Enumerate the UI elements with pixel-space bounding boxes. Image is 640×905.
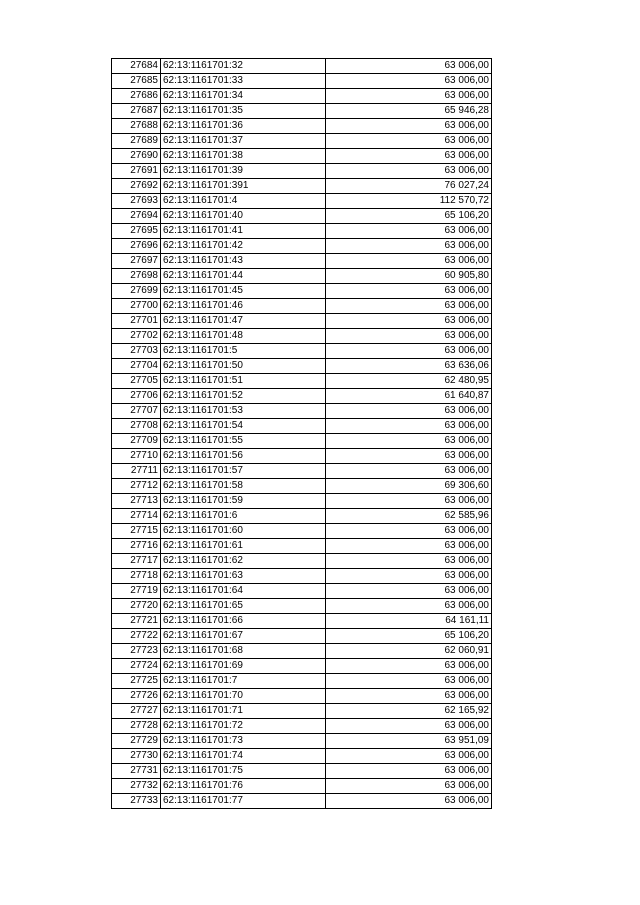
row-number-cell: 27698 (112, 269, 161, 284)
table-row (112, 149, 492, 164)
cadastral-number-cell: 62:13:1161701:45 (161, 284, 326, 299)
table-row (112, 629, 492, 644)
table-row (112, 434, 492, 449)
cadastral-number-cell: 62:13:1161701:6 (161, 509, 326, 524)
table-row (112, 74, 492, 89)
value-cell: 62 165,92 (326, 704, 492, 719)
table-row (112, 599, 492, 614)
cadastral-number-cell: 62:13:1161701:65 (161, 599, 326, 614)
value-cell: 63 006,00 (326, 299, 492, 314)
table-row (112, 584, 492, 599)
value-cell: 63 951,09 (326, 734, 492, 749)
table-row (112, 209, 492, 224)
row-number-cell: 27703 (112, 344, 161, 359)
table-row (112, 494, 492, 509)
value-cell: 62 480,95 (326, 374, 492, 389)
row-number-cell: 27711 (112, 464, 161, 479)
cadastral-number-cell: 62:13:1161701:61 (161, 539, 326, 554)
value-cell: 63 006,00 (326, 149, 492, 164)
cadastral-number-cell: 62:13:1161701:59 (161, 494, 326, 509)
table-row (112, 749, 492, 764)
row-number-cell: 27715 (112, 524, 161, 539)
table-row (112, 719, 492, 734)
value-cell: 63 006,00 (326, 404, 492, 419)
row-number-cell: 27701 (112, 314, 161, 329)
row-number-cell: 27733 (112, 794, 161, 809)
cadastral-number-cell: 62:13:1161701:38 (161, 149, 326, 164)
value-cell: 63 006,00 (326, 464, 492, 479)
value-cell: 63 006,00 (326, 59, 492, 74)
row-number-cell: 27719 (112, 584, 161, 599)
value-cell: 69 306,60 (326, 479, 492, 494)
cadastral-number-cell: 62:13:1161701:40 (161, 209, 326, 224)
table-row (112, 674, 492, 689)
cadastral-number-cell: 62:13:1161701:34 (161, 89, 326, 104)
table-row (112, 614, 492, 629)
value-cell: 63 006,00 (326, 164, 492, 179)
value-cell: 63 006,00 (326, 599, 492, 614)
value-cell: 63 006,00 (326, 224, 492, 239)
table-row (112, 734, 492, 749)
table-row (112, 254, 492, 269)
value-cell: 63 006,00 (326, 794, 492, 809)
row-number-cell: 27689 (112, 134, 161, 149)
cadastral-number-cell: 62:13:1161701:70 (161, 689, 326, 704)
value-cell: 63 006,00 (326, 554, 492, 569)
cadastral-number-cell: 62:13:1161701:69 (161, 659, 326, 674)
row-number-cell: 27706 (112, 389, 161, 404)
cadastral-number-cell: 62:13:1161701:72 (161, 719, 326, 734)
table-row (112, 164, 492, 179)
cadastral-number-cell: 62:13:1161701:32 (161, 59, 326, 74)
row-number-cell: 27723 (112, 644, 161, 659)
row-number-cell: 27696 (112, 239, 161, 254)
cadastral-number-cell: 62:13:1161701:43 (161, 254, 326, 269)
table-row (112, 284, 492, 299)
row-number-cell: 27718 (112, 569, 161, 584)
value-cell: 60 905,80 (326, 269, 492, 284)
row-number-cell: 27730 (112, 749, 161, 764)
value-cell: 63 006,00 (326, 584, 492, 599)
cadastral-number-cell: 62:13:1161701:56 (161, 449, 326, 464)
table-row (112, 224, 492, 239)
row-number-cell: 27697 (112, 254, 161, 269)
row-number-cell: 27731 (112, 764, 161, 779)
row-number-cell: 27724 (112, 659, 161, 674)
cadastral-number-cell: 62:13:1161701:48 (161, 329, 326, 344)
row-number-cell: 27720 (112, 599, 161, 614)
cadastral-number-cell: 62:13:1161701:62 (161, 554, 326, 569)
table-row (112, 299, 492, 314)
cadastral-number-cell: 62:13:1161701:73 (161, 734, 326, 749)
value-cell: 64 161,11 (326, 614, 492, 629)
table-row (112, 464, 492, 479)
cadastral-number-cell: 62:13:1161701:54 (161, 419, 326, 434)
table-row (112, 119, 492, 134)
value-cell: 62 060,91 (326, 644, 492, 659)
table-row (112, 404, 492, 419)
table-row (112, 419, 492, 434)
value-cell: 63 006,00 (326, 689, 492, 704)
table-row (112, 314, 492, 329)
cadastral-number-cell: 62:13:1161701:5 (161, 344, 326, 359)
table-row (112, 524, 492, 539)
table-row (112, 134, 492, 149)
value-cell: 63 006,00 (326, 449, 492, 464)
row-number-cell: 27690 (112, 149, 161, 164)
table-row (112, 509, 492, 524)
table-row (112, 569, 492, 584)
table-row (112, 449, 492, 464)
table-row (112, 539, 492, 554)
value-cell: 63 006,00 (326, 119, 492, 134)
value-cell: 63 006,00 (326, 239, 492, 254)
row-number-cell: 27705 (112, 374, 161, 389)
table-row (112, 389, 492, 404)
value-cell: 63 006,00 (326, 89, 492, 104)
table-row (112, 239, 492, 254)
value-cell: 63 636,06 (326, 359, 492, 374)
value-cell: 63 006,00 (326, 314, 492, 329)
value-cell: 63 006,00 (326, 434, 492, 449)
cadastral-value-table (111, 58, 492, 809)
table-row (112, 359, 492, 374)
value-cell: 63 006,00 (326, 659, 492, 674)
table-row (112, 104, 492, 119)
cadastral-number-cell: 62:13:1161701:76 (161, 779, 326, 794)
cadastral-number-cell: 62:13:1161701:33 (161, 74, 326, 89)
row-number-cell: 27721 (112, 614, 161, 629)
value-cell: 63 006,00 (326, 419, 492, 434)
cadastral-number-cell: 62:13:1161701:57 (161, 464, 326, 479)
value-cell: 63 006,00 (326, 494, 492, 509)
table-row (112, 479, 492, 494)
row-number-cell: 27712 (112, 479, 161, 494)
row-number-cell: 27691 (112, 164, 161, 179)
cadastral-number-cell: 62:13:1161701:67 (161, 629, 326, 644)
row-number-cell: 27710 (112, 449, 161, 464)
cadastral-number-cell: 62:13:1161701:58 (161, 479, 326, 494)
row-number-cell: 27686 (112, 89, 161, 104)
row-number-cell: 27728 (112, 719, 161, 734)
cadastral-number-cell: 62:13:1161701:52 (161, 389, 326, 404)
cadastral-number-cell: 62:13:1161701:50 (161, 359, 326, 374)
table-row (112, 59, 492, 74)
row-number-cell: 27694 (112, 209, 161, 224)
row-number-cell: 27726 (112, 689, 161, 704)
table-row (112, 554, 492, 569)
cadastral-number-cell: 62:13:1161701:46 (161, 299, 326, 314)
value-cell: 62 585,96 (326, 509, 492, 524)
value-cell: 63 006,00 (326, 719, 492, 734)
table-row (112, 644, 492, 659)
table-body (112, 59, 492, 809)
row-number-cell: 27699 (112, 284, 161, 299)
cadastral-number-cell: 62:13:1161701:77 (161, 794, 326, 809)
table-row (112, 89, 492, 104)
value-cell: 65 946,28 (326, 104, 492, 119)
value-cell: 63 006,00 (326, 74, 492, 89)
cadastral-number-cell: 62:13:1161701:53 (161, 404, 326, 419)
cadastral-number-cell: 62:13:1161701:41 (161, 224, 326, 239)
cadastral-number-cell: 62:13:1161701:71 (161, 704, 326, 719)
table-row (112, 179, 492, 194)
row-number-cell: 27708 (112, 419, 161, 434)
cadastral-number-cell: 62:13:1161701:74 (161, 749, 326, 764)
value-cell: 63 006,00 (326, 254, 492, 269)
cadastral-number-cell: 62:13:1161701:37 (161, 134, 326, 149)
row-number-cell: 27716 (112, 539, 161, 554)
table-row (112, 659, 492, 674)
row-number-cell: 27714 (112, 509, 161, 524)
row-number-cell: 27713 (112, 494, 161, 509)
cadastral-number-cell: 62:13:1161701:44 (161, 269, 326, 284)
row-number-cell: 27692 (112, 179, 161, 194)
table-row (112, 779, 492, 794)
row-number-cell: 27725 (112, 674, 161, 689)
cadastral-number-cell: 62:13:1161701:75 (161, 764, 326, 779)
table-row (112, 689, 492, 704)
value-cell: 63 006,00 (326, 284, 492, 299)
row-number-cell: 27684 (112, 59, 161, 74)
row-number-cell: 27732 (112, 779, 161, 794)
cadastral-number-cell: 62:13:1161701:35 (161, 104, 326, 119)
value-cell: 63 006,00 (326, 764, 492, 779)
row-number-cell: 27695 (112, 224, 161, 239)
value-cell: 63 006,00 (326, 779, 492, 794)
cadastral-number-cell: 62:13:1161701:391 (161, 179, 326, 194)
value-cell: 63 006,00 (326, 344, 492, 359)
row-number-cell: 27727 (112, 704, 161, 719)
value-cell: 65 106,20 (326, 209, 492, 224)
value-cell: 63 006,00 (326, 524, 492, 539)
value-cell: 63 006,00 (326, 674, 492, 689)
row-number-cell: 27693 (112, 194, 161, 209)
value-cell: 63 006,00 (326, 749, 492, 764)
value-cell: 76 027,24 (326, 179, 492, 194)
cadastral-number-cell: 62:13:1161701:7 (161, 674, 326, 689)
cadastral-number-cell: 62:13:1161701:63 (161, 569, 326, 584)
row-number-cell: 27709 (112, 434, 161, 449)
row-number-cell: 27687 (112, 104, 161, 119)
row-number-cell: 27685 (112, 74, 161, 89)
cadastral-number-cell: 62:13:1161701:47 (161, 314, 326, 329)
cadastral-number-cell: 62:13:1161701:39 (161, 164, 326, 179)
value-cell: 63 006,00 (326, 569, 492, 584)
row-number-cell: 27729 (112, 734, 161, 749)
table-row (112, 194, 492, 209)
value-cell: 61 640,87 (326, 389, 492, 404)
cadastral-number-cell: 62:13:1161701:4 (161, 194, 326, 209)
table-row (112, 269, 492, 284)
row-number-cell: 27707 (112, 404, 161, 419)
cadastral-number-cell: 62:13:1161701:36 (161, 119, 326, 134)
cadastral-number-cell: 62:13:1161701:51 (161, 374, 326, 389)
row-number-cell: 27717 (112, 554, 161, 569)
table-row (112, 374, 492, 389)
row-number-cell: 27722 (112, 629, 161, 644)
row-number-cell: 27700 (112, 299, 161, 314)
table-row (112, 329, 492, 344)
row-number-cell: 27702 (112, 329, 161, 344)
value-cell: 112 570,72 (326, 194, 492, 209)
table-row (112, 794, 492, 809)
row-number-cell: 27704 (112, 359, 161, 374)
value-cell: 63 006,00 (326, 329, 492, 344)
cadastral-number-cell: 62:13:1161701:66 (161, 614, 326, 629)
cadastral-number-cell: 62:13:1161701:42 (161, 239, 326, 254)
table-row (112, 764, 492, 779)
cadastral-number-cell: 62:13:1161701:60 (161, 524, 326, 539)
cadastral-number-cell: 62:13:1161701:68 (161, 644, 326, 659)
cadastral-number-cell: 62:13:1161701:64 (161, 584, 326, 599)
value-cell: 63 006,00 (326, 134, 492, 149)
cadastral-number-cell: 62:13:1161701:55 (161, 434, 326, 449)
row-number-cell: 27688 (112, 119, 161, 134)
value-cell: 65 106,20 (326, 629, 492, 644)
value-cell: 63 006,00 (326, 539, 492, 554)
table-row (112, 704, 492, 719)
table-row (112, 344, 492, 359)
